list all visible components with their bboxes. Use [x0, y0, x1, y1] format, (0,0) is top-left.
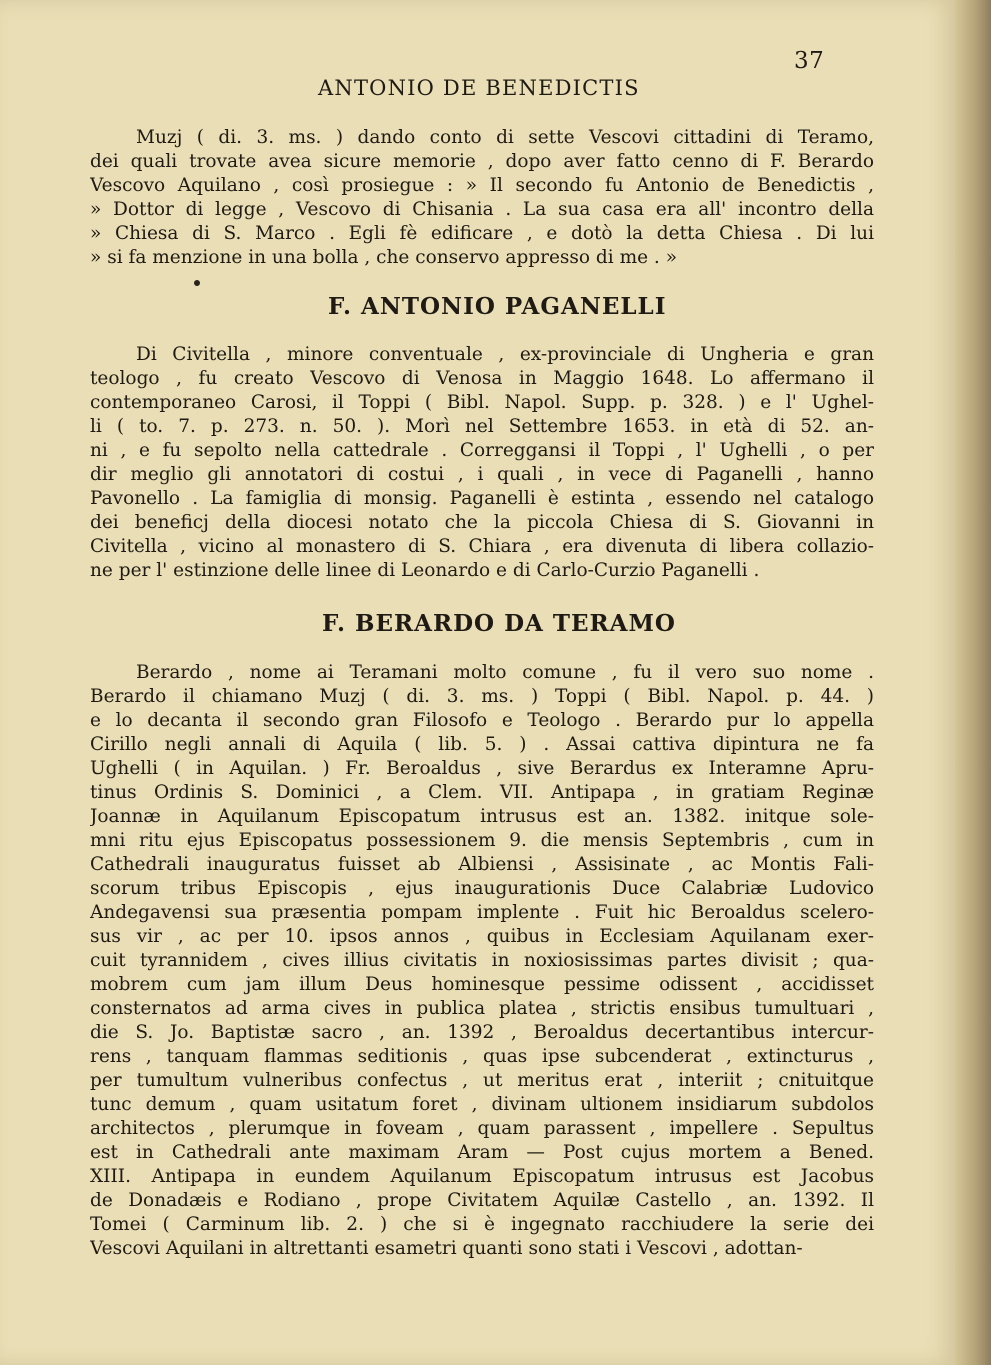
text-line: » Dottor di legge , Vescovo di Chisania . La sua casa era all' incontro della [90, 199, 874, 220]
text-line: dei quali trovate avea sicure memorie , dopo aver fatto cenno di F. Berardo [90, 151, 874, 172]
text-line: Joannæ in Aquilanum Episcopatum intrusus est an. 1382. initque sole- [90, 806, 874, 827]
ink-dot [194, 280, 200, 286]
text-line: architectos , plerumque in foveam , quam parassent , impellere . Sepultus [90, 1118, 874, 1139]
text-line: rens , tanquam flammas seditionis , quas ipse subcenderat , extincturus , [90, 1046, 874, 1067]
text-line: e lo decanta il secondo gran Filosofo e Teologo . Berardo pur lo appella [90, 710, 874, 731]
text-line: » Chiesa di S. Marco . Egli fè edificare , e dotò la detta Chiesa . Di lui [90, 223, 874, 244]
text-line: ni , e fu sepolto nella cattedrale . Correggansi il Toppi , l' Ughelli , o per [90, 440, 874, 461]
text-line: mobrem cum jam illum Deus hominesque pessime odissent , accidisset [90, 974, 874, 995]
text-line: Di Civitella , minore conventuale , ex-provinciale di Ungheria e gran [136, 344, 874, 365]
text-line: dei beneficj della diocesi notato che la piccola Chiesa di S. Giovanni in [90, 512, 874, 533]
text-line: Vescovi Aquilani in altrettanti esametri quanti sono stati i Vescovi , adottan- [90, 1238, 803, 1259]
text-line: dir meglio gli annotatori di costui , i quali , in vece di Paganelli , hanno [90, 464, 874, 485]
text-line: est in Cathedrali ante maximam Aram — Post cujus mortem a Bened. [90, 1142, 874, 1163]
text-line: Tomei ( Carminum lib. 2. ) che si è ingegnato racchiudere la serie dei [90, 1214, 874, 1235]
text-line: consternatos ad arma cives in publica platea , strictis ensibus tumultuari , [90, 998, 874, 1019]
text-line: cuit tyrannidem , cives illius civitatis in noxiosissimas partes divisit ; qua- [90, 950, 874, 971]
text-line: Berardo il chiamano Muzj ( di. 3. ms. ) Toppi ( Bibl. Napol. p. 44. ) [90, 686, 874, 707]
text-line: mni ritu ejus Episcopatus possessionem 9. die mensis Septembris , cum in [90, 830, 874, 851]
text-line: sus vir , ac per 10. ipsos annos , quibus in Ecclesiam Aquilanam exer- [90, 926, 874, 947]
running-head: ANTONIO DE BENEDICTIS [318, 76, 640, 100]
section-title-paganelli: F. ANTONIO PAGANELLI [328, 293, 667, 320]
text-line: die S. Jo. Baptistæ sacro , an. 1392 , Beroaldus decertantibus intercur- [90, 1022, 874, 1043]
text-line: li ( to. 7. p. 273. n. 50. ). Morì nel Settembre 1653. in età di 52. an- [90, 416, 874, 437]
text-line: Berardo , nome ai Teramani molto comune , fu il vero suo nome . [136, 662, 874, 683]
text-line: contemporaneo Carosi, il Toppi ( Bibl. Napol. Supp. p. 328. ) e l' Ughel- [90, 392, 874, 413]
text-line: tinus Ordinis S. Dominici , a Clem. VII. Antipapa , in gratiam Reginæ [90, 782, 874, 803]
text-line: ne per l' estinzione delle linee di Leonardo e di Carlo-Curzio Paganelli . [90, 560, 760, 581]
text-line: de Donadæis e Rodiano , prope Civitatem Aquilæ Castello , an. 1392. Il [90, 1190, 874, 1211]
text-line: Vescovo Aquilano , così prosiegue : » Il secondo fu Antonio de Benedictis , [90, 175, 874, 196]
text-line: Muzj ( di. 3. ms. ) dando conto di sette Vescovi cittadini di Teramo, [136, 127, 874, 148]
page-gutter-shadow [955, 0, 991, 1365]
text-line: » si fa menzione in una bolla , che conservo appresso di me . » [90, 247, 678, 268]
text-line: scorum tribus Episcopis , ejus inaugurationis Duce Calabriæ Ludovico [90, 878, 874, 899]
text-line: Civitella , vicino al monastero di S. Chiara , era divenuta di libera collazio- [90, 536, 874, 557]
text-line: Cirillo negli annali di Aquila ( lib. 5. ) . Assai cattiva dipintura ne fa [90, 734, 874, 755]
text-line: tunc demum , quam usitatum foret , divinam ultionem insidiarum subdolos [90, 1094, 874, 1115]
page-number: 37 [794, 48, 825, 74]
text-line: per tumultum vulneribus confectus , ut meritus erat , interiit ; cnituitque [90, 1070, 874, 1091]
text-line: Ughelli ( in Aquilan. ) Fr. Beroaldus , sive Berardus ex Interamne Apru- [90, 758, 874, 779]
text-line: Andegavensi sua præsentia pompam implente . Fuit hic Beroaldus scelero- [90, 902, 874, 923]
text-line: XIII. Antipapa in eundem Aquilanum Episcopatum intrusus est Jacobus [90, 1166, 874, 1187]
text-line: Cathedrali inauguratus fuisset ab Albiensi , Assisinate , ac Montis Fali- [90, 854, 874, 875]
berardo-paragraph [90, 661, 874, 1261]
text-line: teologo , fu creato Vescovo di Venosa in Maggio 1648. Lo affermano il [90, 368, 874, 389]
section-title-berardo: F. BERARDO DA TERAMO [322, 610, 676, 637]
paganelli-paragraph [90, 343, 874, 583]
text-line: Pavonello . La famiglia di monsig. Paganelli è estinta , essendo nel catalogo [90, 488, 874, 509]
muzj-paragraph [90, 126, 874, 270]
